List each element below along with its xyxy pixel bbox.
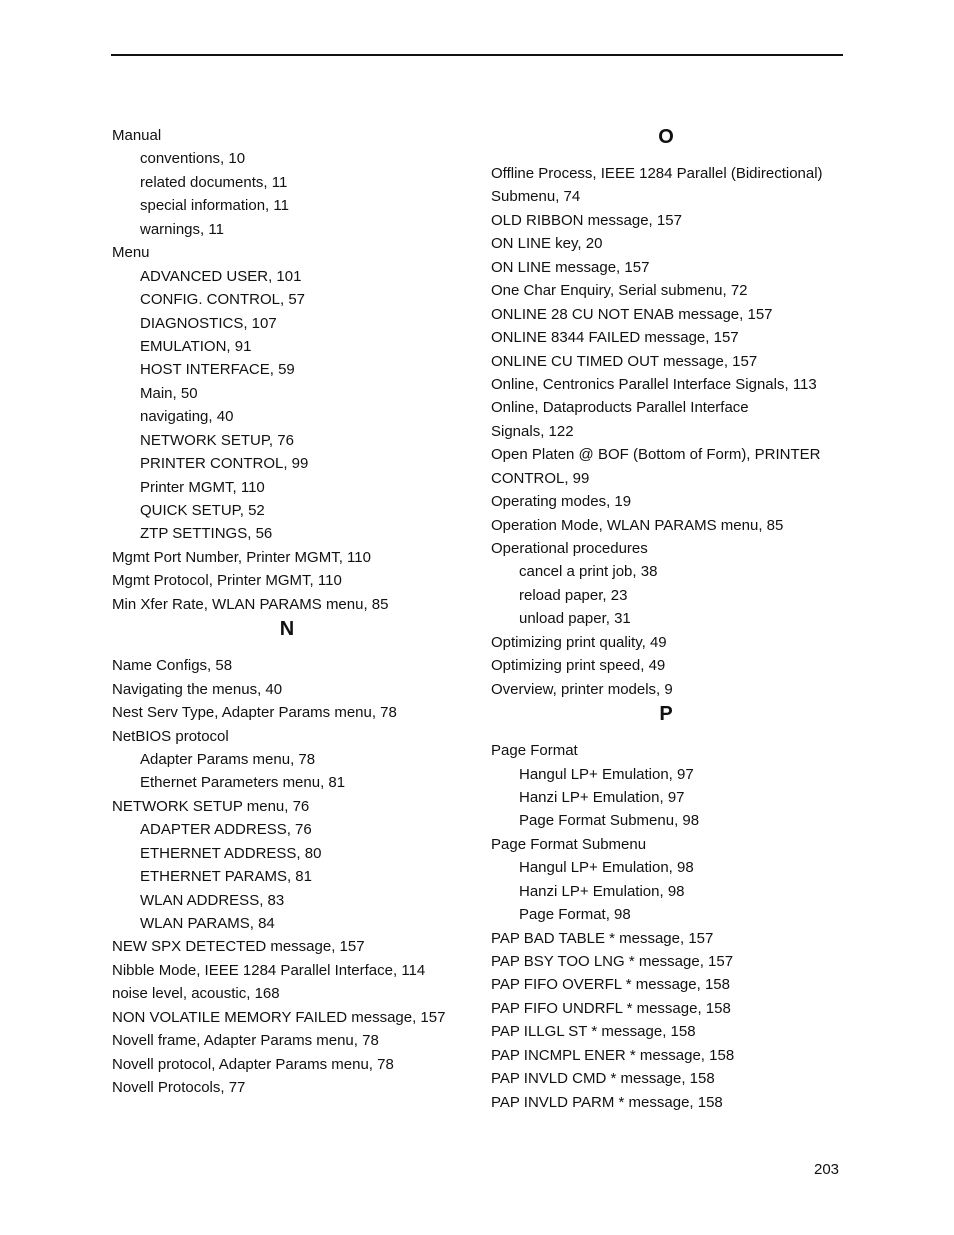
index-subentry: ZTP SETTINGS, 56 bbox=[140, 525, 273, 543]
index-subentry: conventions, 10 bbox=[140, 150, 246, 168]
index-entry: CONTROL, 99 bbox=[491, 469, 590, 487]
index-subentry: special information, 11 bbox=[140, 197, 289, 215]
index-entry: Name Configs, 58 bbox=[112, 657, 233, 675]
page-number: 203 bbox=[814, 1161, 840, 1178]
index-entry: Nest Serv Type, Adapter Params menu, 78 bbox=[112, 704, 397, 722]
index-subentry: related documents, 11 bbox=[140, 173, 288, 191]
index-entry: ON LINE message, 157 bbox=[491, 258, 650, 276]
index-entry: Submenu, 74 bbox=[491, 188, 581, 206]
index-entry: Mgmt Protocol, Printer MGMT, 110 bbox=[112, 572, 342, 590]
index-subentry: Page Format, 98 bbox=[519, 906, 631, 924]
index-entry: Online, Dataproducts Parallel Interface bbox=[491, 399, 749, 417]
index-subentry: NETWORK SETUP, 76 bbox=[140, 431, 294, 449]
index-entry: Operation Mode, WLAN PARAMS menu, 85 bbox=[491, 516, 784, 534]
index-subentry: DIAGNOSTICS, 107 bbox=[140, 314, 277, 332]
index-column-right bbox=[491, 124, 851, 1114]
index-subentry: QUICK SETUP, 52 bbox=[140, 502, 265, 519]
index-section-letter: O bbox=[658, 126, 674, 148]
index-subentry: CONFIG. CONTROL, 57 bbox=[140, 291, 306, 309]
index-entry: Menu bbox=[112, 244, 150, 262]
index-entry: Nibble Mode, IEEE 1284 Parallel Interface, 114 bbox=[112, 961, 426, 979]
index-entry: NetBIOS protocol bbox=[112, 727, 229, 745]
index-entry: Optimizing print speed, 49 bbox=[491, 657, 666, 675]
index-subentry: reload paper, 23 bbox=[519, 586, 628, 604]
index-entry: Mgmt Port Number, Printer MGMT, 110 bbox=[112, 548, 371, 566]
index-subentry: WLAN ADDRESS, 83 bbox=[140, 891, 285, 909]
index-subentry: ETHERNET ADDRESS, 80 bbox=[140, 844, 322, 862]
index-subentry: Hanzi LP+ Emulation, 98 bbox=[519, 882, 685, 900]
index-entry: PAP BAD TABLE * message, 157 bbox=[491, 929, 714, 947]
index-entry: OLD RIBBON message, 157 bbox=[491, 211, 682, 229]
index-subentry: EMULATION, 91 bbox=[140, 337, 252, 355]
index-entry: Optimizing print quality, 49 bbox=[491, 633, 667, 651]
index-entry: Operational procedures bbox=[491, 540, 648, 557]
index-entry: Operating modes, 19 bbox=[491, 493, 632, 511]
index-subentry: ETHERNET PARAMS, 81 bbox=[140, 868, 312, 886]
index-entry: NEW SPX DETECTED message, 157 bbox=[112, 938, 365, 956]
index-entry: PAP FIFO OVERFL * message, 158 bbox=[491, 976, 730, 994]
index-subentry: WLAN PARAMS, 84 bbox=[140, 915, 275, 932]
index-subentry: PRINTER CONTROL, 99 bbox=[140, 455, 309, 473]
index-entry: NETWORK SETUP menu, 76 bbox=[112, 797, 310, 815]
index-entry: PAP INVLD PARM * message, 158 bbox=[491, 1093, 723, 1111]
index-entry: Min Xfer Rate, WLAN PARAMS menu, 85 bbox=[112, 595, 389, 613]
index-subentry: Hangul LP+ Emulation, 98 bbox=[519, 859, 694, 877]
index-entry: Page Format Submenu bbox=[491, 835, 647, 853]
header-rule bbox=[111, 54, 843, 56]
index-entry: PAP ILLGL ST * message, 158 bbox=[491, 1023, 696, 1041]
index-entry: Page Format bbox=[491, 742, 578, 760]
index-entry: noise level, acoustic, 168 bbox=[112, 985, 280, 1003]
index-entry: ONLINE 8344 FAILED message, 157 bbox=[491, 329, 739, 347]
index-entry: Offline Process, IEEE 1284 Parallel (Bidirectional) bbox=[491, 165, 823, 182]
index-entry: Online, Centronics Parallel Interface Signals, 113 bbox=[491, 375, 817, 393]
index-entry: PAP FIFO UNDRFL * message, 158 bbox=[491, 999, 731, 1017]
index-entry: Open Platen @ BOF (Bottom of Form), PRINTER bbox=[491, 446, 821, 464]
index-entry: Novell frame, Adapter Params menu, 78 bbox=[112, 1032, 379, 1050]
index-subentry: Printer MGMT, 110 bbox=[140, 478, 265, 496]
index-subentry: HOST INTERFACE, 59 bbox=[140, 361, 295, 379]
index-column-left bbox=[112, 124, 472, 1100]
index-entry: Overview, printer models, 9 bbox=[491, 680, 673, 698]
index-subentry: unload paper, 31 bbox=[519, 610, 631, 628]
index-entry: Novell protocol, Adapter Params menu, 78 bbox=[112, 1055, 394, 1073]
index-subentry: Ethernet Parameters menu, 81 bbox=[140, 774, 346, 792]
index-entry: PAP INVLD CMD * message, 158 bbox=[491, 1070, 715, 1088]
index-subentry: Hanzi LP+ Emulation, 97 bbox=[519, 788, 685, 806]
index-entry: ON LINE key, 20 bbox=[491, 235, 603, 253]
index-entry: PAP BSY TOO LNG * message, 157 bbox=[491, 953, 734, 970]
index-entry: NON VOLATILE MEMORY FAILED message, 157 bbox=[112, 1008, 446, 1026]
index-entry: Signals, 122 bbox=[491, 422, 574, 440]
index-subentry: Hangul LP+ Emulation, 97 bbox=[519, 765, 694, 783]
index-entry: Navigating the menus, 40 bbox=[112, 680, 283, 698]
index-section-letter: P bbox=[659, 703, 673, 726]
index-entry: One Char Enquiry, Serial submenu, 72 bbox=[491, 282, 748, 300]
index-subentry: warnings, 11 bbox=[140, 220, 224, 238]
index-entry: Manual bbox=[112, 127, 162, 144]
index-entry: PAP INCMPL ENER * message, 158 bbox=[491, 1046, 735, 1064]
index-subentry: navigating, 40 bbox=[140, 408, 234, 426]
index-section-letter: N bbox=[279, 618, 295, 641]
index-entry: ONLINE CU TIMED OUT message, 157 bbox=[491, 352, 758, 370]
index-subentry: ADAPTER ADDRESS, 76 bbox=[140, 821, 312, 839]
index-entry: Novell Protocols, 77 bbox=[112, 1079, 246, 1097]
index-subentry: cancel a print job, 38 bbox=[519, 563, 658, 581]
index-subentry: Adapter Params menu, 78 bbox=[140, 750, 316, 768]
index-entry: ONLINE 28 CU NOT ENAB message, 157 bbox=[491, 305, 773, 323]
index-subentry: Page Format Submenu, 98 bbox=[519, 812, 700, 830]
index-subentry: ADVANCED USER, 101 bbox=[140, 267, 302, 285]
index-subentry: Main, 50 bbox=[140, 384, 198, 402]
